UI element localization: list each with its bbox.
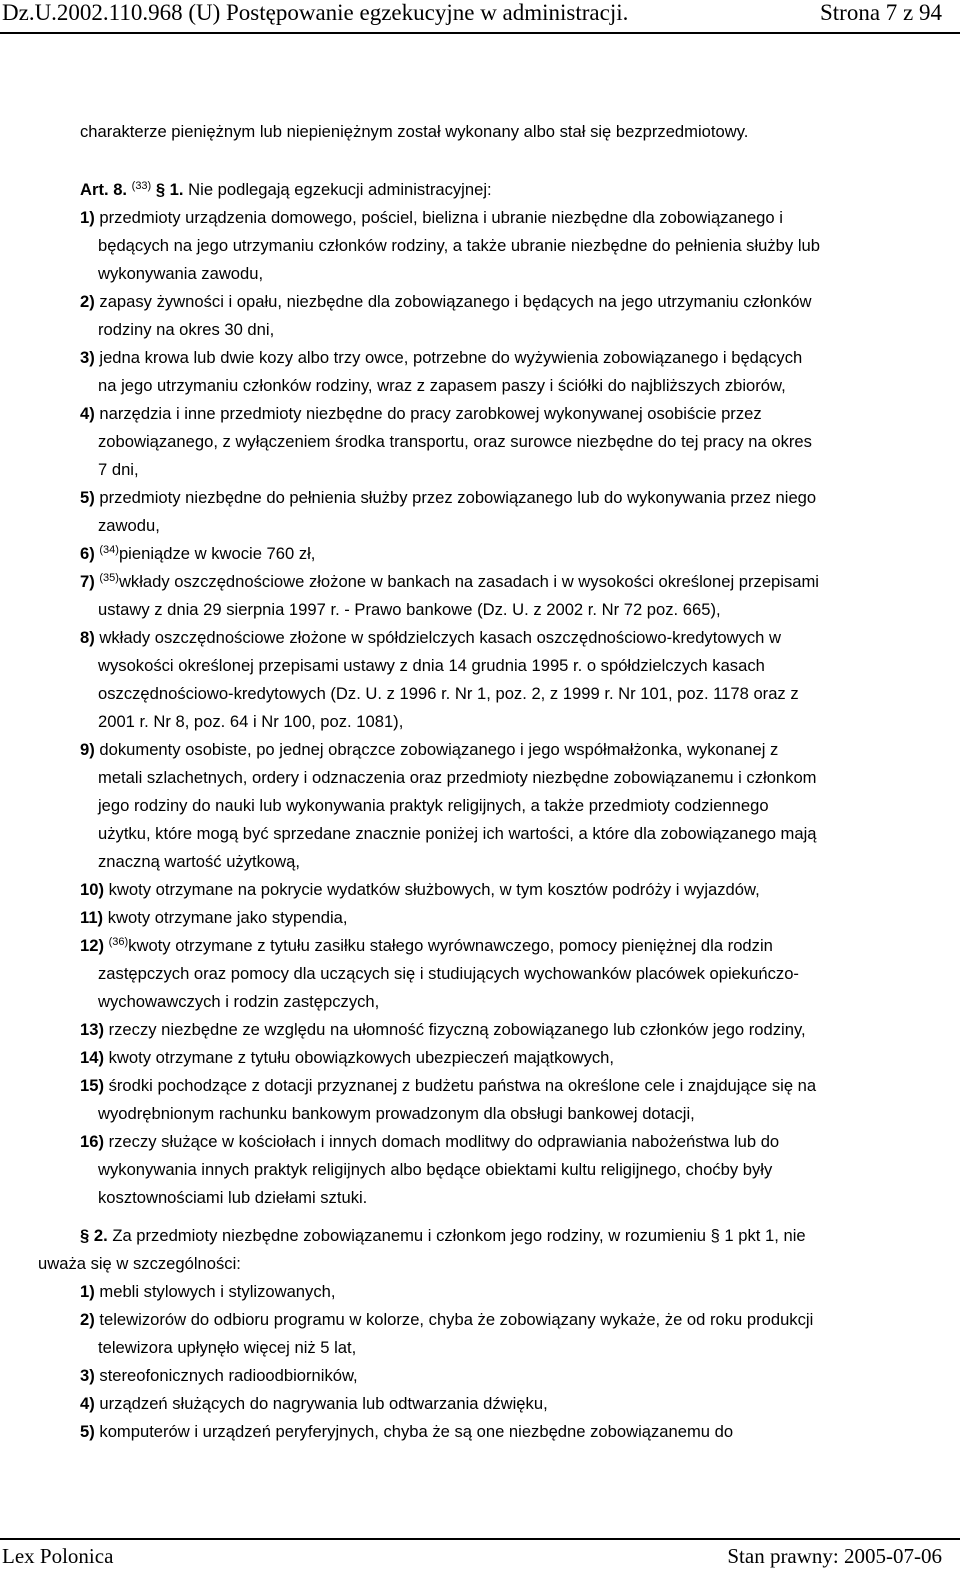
list-item <box>80 484 816 512</box>
text-line: wychowawczych i rodzin zastępczych, <box>98 992 380 1011</box>
publisher-name: Lex Polonica <box>2 1544 114 1568</box>
text-line: użytku, które mogą być sprzedane znacznie poniżej ich wartości, a które dla zobowiązanego mają <box>98 824 817 843</box>
item-text: kwoty otrzymane z tytułu obowiązkowych ubezpieczeń majątkowych, <box>108 1048 615 1067</box>
item-number: 3) <box>80 348 95 367</box>
item-text: kwoty otrzymane z tytułu zasiłku stałego wyrównawczego, pomocy pieniężnej dla rodzin <box>128 936 773 955</box>
list-item <box>80 1362 358 1390</box>
item-text: wkłady oszczędnościowe złożone w bankach na zasadach i w wysokości określonej przepisami <box>118 572 819 591</box>
list-item <box>80 1044 614 1072</box>
footnote-ref: (33) <box>131 180 152 192</box>
item-number: 8) <box>80 628 95 647</box>
text-line: wykonywania zawodu, <box>98 264 264 283</box>
item-number: 3) <box>80 1366 95 1385</box>
item-number: 1) <box>80 208 95 227</box>
list-item <box>80 344 802 372</box>
item-number: 5) <box>80 488 95 507</box>
article-intro: Nie podlegają egzekucji administracyjnej: <box>188 180 492 199</box>
item-number: 4) <box>80 1394 95 1413</box>
text-line: zastępczych oraz pomocy dla uczących się i studiujących wychowanków placówek opiekuńczo- <box>98 964 799 983</box>
item-number: 6) <box>80 544 95 563</box>
list-item <box>80 1418 733 1446</box>
list-item <box>80 540 315 568</box>
item-text: stereofonicznych radioodbiorników, <box>99 1366 358 1385</box>
item-text: dokumenty osobiste, po jednej obrączce zobowiązanego i jego współmałżonka, wykonanej z <box>99 740 779 759</box>
item-text: przedmioty niezbędne do pełnienia służby przez zobowiązanego lub do wykonywania przez niego <box>99 488 817 507</box>
item-text: telewizorów do odbioru programu w kolorze, chyba że zobowiązany wykaże, że od roku produkcji <box>99 1310 814 1329</box>
item-text: zapasy żywności i opału, niezbędne dla zobowiązanego i będących na jego utrzymaniu członków <box>99 292 812 311</box>
item-number: 2) <box>80 292 95 311</box>
article-heading <box>80 176 492 204</box>
item-text: mebli stylowych i stylizowanych, <box>99 1282 336 1301</box>
text-line: jego rodziny do nauki lub wykonywania praktyk religijnych, a także przedmioty codziennego <box>98 796 769 815</box>
item-number: 2) <box>80 1310 95 1329</box>
text-line: 7 dni, <box>98 460 139 479</box>
item-text: rzeczy służące w kościołach i innych domach modlitwy do odprawiania nabożeństwa lub do <box>108 1132 780 1151</box>
text-line: wyodrębnionym rachunku bankowym prowadzonym dla obsługi bankowej dotacji, <box>98 1104 695 1123</box>
section-text: Za przedmioty niezbędne zobowiązanemu i członkom jego rodziny, w rozumieniu § 1 pkt 1, nie <box>112 1226 806 1245</box>
item-text: pieniądze w kwocie 760 zł, <box>118 544 316 563</box>
footnote-ref: (35) <box>99 572 119 584</box>
item-text: kwoty otrzymane na pokrycie wydatków służbowych, w tym kosztów podróży i wyjazdów, <box>108 880 760 899</box>
footnote-ref: (34) <box>99 544 119 556</box>
item-text: środki pochodzące z dotacji przyznanej z budżetu państwa na określone cele i znajdujące się na <box>108 1076 817 1095</box>
item-text: wkłady oszczędnościowe złożone w spółdzielczych kasach oszczędnościowo-kredytowych w <box>99 628 781 647</box>
text-line: zobowiązanego, z wyłączeniem środka transportu, oraz surowce niezbędne do tej pracy na okres <box>98 432 812 451</box>
item-number: 10) <box>80 880 104 899</box>
list-item <box>80 904 348 932</box>
list-item <box>80 932 773 960</box>
list-item <box>80 288 812 316</box>
text-line: znaczną wartość użytkową, <box>98 852 300 871</box>
list-item <box>80 1016 806 1044</box>
item-text: jedna krowa lub dwie kozy albo trzy owce, potrzebne do wyżywienia zobowiązanego i będących <box>99 348 803 367</box>
list-item <box>80 624 781 652</box>
footnote-ref: (36) <box>108 936 129 948</box>
item-number: 13) <box>80 1020 104 1039</box>
section-marker: § 1. <box>155 180 184 199</box>
list-item <box>80 736 778 764</box>
item-number: 16) <box>80 1132 104 1151</box>
text-line: telewizora upłynęło więcej niż 5 lat, <box>98 1338 357 1357</box>
item-number: 11) <box>80 908 104 927</box>
text-line: wysokości określonej przepisami ustawy z dnia 14 grudnia 1995 r. o spółdzielczych kasach <box>98 656 765 675</box>
article-label: Art. 8. <box>80 180 128 199</box>
item-number: 7) <box>80 572 95 591</box>
text-line: rodziny na okres 30 dni, <box>98 320 275 339</box>
text-line: kosztownościami lub dziełami sztuki. <box>98 1188 368 1207</box>
list-item <box>80 1072 816 1100</box>
item-number: 5) <box>80 1422 95 1441</box>
page-header <box>0 0 960 34</box>
page-footer <box>0 1538 960 1576</box>
item-number: 15) <box>80 1076 104 1095</box>
item-text: przedmioty urządzenia domowego, pościel, bielizna i ubranie niezbędne dla zobowiązanego i <box>99 208 783 227</box>
item-text: narzędzia i inne przedmioty niezbędne do pracy zarobkowej wykonywanej osobiście przez <box>99 404 762 423</box>
text-line: uważa się w szczególności: <box>38 1254 241 1273</box>
section-paragraph <box>80 1222 806 1250</box>
item-text: kwoty otrzymane jako stypendia, <box>107 908 348 927</box>
text-line: 2001 r. Nr 8, poz. 64 i Nr 100, poz. 1081), <box>98 712 404 731</box>
document-title: Dz.U.2002.110.968 (U) Postępowanie egzekucyjne w administracji. <box>2 0 629 25</box>
list-item <box>80 1306 813 1334</box>
list-item <box>80 876 760 904</box>
page-number: Strona 7 z 94 <box>819 0 942 25</box>
list-item <box>80 1390 548 1418</box>
item-text: rzeczy niezbędne ze względu na ułomność fizyczną zobowiązanego lub członków jego rodziny, <box>108 1020 806 1039</box>
text-line: charakterze pieniężnym lub niepieniężnym został wykonany albo stał się bezprzedmiotowy. <box>80 122 749 141</box>
item-number: 14) <box>80 1048 104 1067</box>
text-line: metali szlachetnych, ordery i odznaczenia oraz przedmioty niezbędne zobowiązanemu i członkom <box>98 768 817 787</box>
item-number: 4) <box>80 404 95 423</box>
item-number: 12) <box>80 936 104 955</box>
item-text: urządzeń służących do nagrywania lub odtwarzania dźwięku, <box>99 1394 548 1413</box>
text-line: będących na jego utrzymaniu członków rodziny, a także ubranie niezbędne do pełnienia służby lub <box>98 236 820 255</box>
list-item <box>80 1128 779 1156</box>
item-number: 1) <box>80 1282 95 1301</box>
item-number: 9) <box>80 740 95 759</box>
item-text: komputerów i urządzeń peryferyjnych, chyba że są one niezbędne zobowiązanemu do <box>99 1422 734 1441</box>
text-line: na jego utrzymaniu członków rodziny, wraz z zapasem paszy i ściółki do najbliższych zbiorów, <box>98 376 786 395</box>
list-item <box>80 204 783 232</box>
list-item <box>80 400 762 428</box>
section-marker: § 2. <box>80 1226 108 1245</box>
text-line: ustawy z dnia 29 sierpnia 1997 r. - Prawo bankowe (Dz. U. z 2002 r. Nr 72 poz. 665), <box>98 600 721 619</box>
list-item <box>80 1278 335 1306</box>
text-line: oszczędnościowo-kredytowych (Dz. U. z 1996 r. Nr 1, poz. 2, z 1999 r. Nr 101, poz. 1178 oraz z <box>98 684 799 703</box>
text-line: zawodu, <box>98 516 160 535</box>
text-line: wykonywania innych praktyk religijnych albo będące obiektami kultu religijnego, choćby były <box>98 1160 773 1179</box>
list-item <box>80 568 819 596</box>
legal-status-date: Stan prawny: 2005-07-06 <box>727 1544 942 1568</box>
